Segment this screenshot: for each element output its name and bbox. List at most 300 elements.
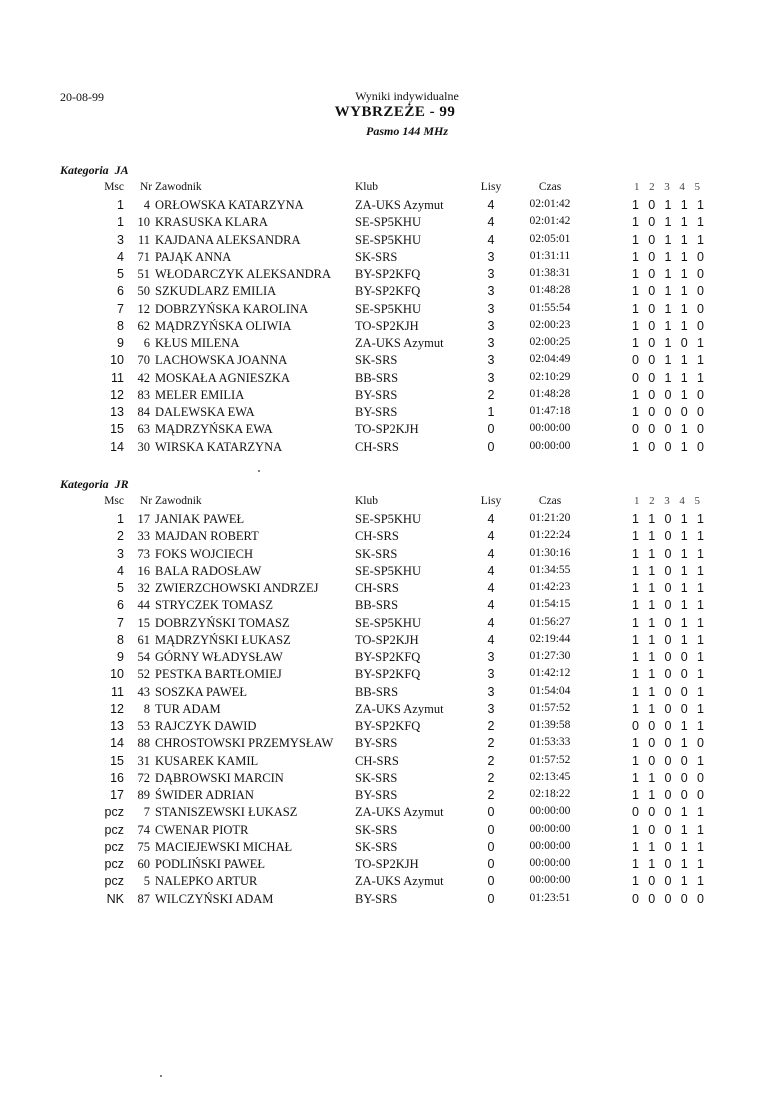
- fox-result-1: 1: [632, 546, 639, 561]
- fox-result-5: 1: [697, 857, 704, 871]
- header-fox-3: 3: [664, 495, 670, 507]
- fox-result-2: 0: [648, 822, 656, 837]
- time-cell: 02:00:25: [529, 336, 571, 348]
- foxes-count-cell: 3: [487, 353, 495, 368]
- fox-result-1: 1: [632, 632, 639, 647]
- fox-results-cell: [632, 874, 704, 888]
- club-cell: SK-SRS: [355, 249, 398, 264]
- place-cell: 6: [117, 598, 124, 613]
- document-date: 20-08-99: [60, 90, 104, 104]
- club-cell: BY-SP2KFQ: [355, 284, 421, 299]
- club-cell: SK-SRS: [355, 770, 398, 785]
- foxes-count-cell: 4: [487, 615, 495, 630]
- fox-result-1: 1: [632, 284, 639, 299]
- foxes-count-cell: 0: [487, 822, 495, 837]
- start-number-cell: 61: [137, 632, 150, 647]
- fox-result-2: 0: [648, 301, 656, 316]
- table-row: [0, 371, 774, 388]
- fox-result-4: 1: [680, 215, 688, 230]
- club-cell: SE-SP5KHU: [355, 301, 421, 316]
- fox-results-cell: [632, 547, 704, 561]
- time-cell: 02:05:01: [529, 232, 571, 245]
- place-cell: pcz: [104, 839, 124, 854]
- time-cell: 01:42:23: [529, 581, 571, 593]
- fox-result-1: 1: [632, 529, 639, 544]
- table-row: [0, 840, 774, 857]
- start-number-cell: 11: [137, 232, 150, 247]
- fox-result-2: 0: [648, 370, 656, 385]
- fox-result-3: 1: [664, 284, 672, 299]
- fox-result-5: 1: [697, 232, 704, 247]
- fox-result-4: 1: [680, 719, 688, 733]
- fox-result-4: 1: [680, 857, 688, 871]
- table-row: [0, 198, 774, 215]
- table-row: [0, 633, 774, 650]
- fox-result-5: 1: [697, 719, 704, 733]
- fox-result-1: 0: [632, 353, 639, 368]
- header-fox-5: 5: [694, 495, 700, 507]
- fox-result-5: 1: [697, 874, 704, 889]
- fox-results-cell: [632, 702, 704, 716]
- fox-result-1: 0: [632, 422, 639, 437]
- fox-result-4: 1: [680, 422, 688, 437]
- club-cell: BY-SP2KFQ: [355, 719, 421, 733]
- fox-result-1: 1: [632, 874, 639, 889]
- fox-result-3: 0: [664, 387, 672, 402]
- header-fox-4: 4: [679, 181, 685, 193]
- scan-speck: [258, 470, 260, 472]
- fox-result-4: 1: [680, 318, 688, 333]
- competitor-name-cell: MAJDAN ROBERT: [155, 529, 259, 544]
- fox-result-2: 0: [648, 874, 656, 889]
- fox-results-cell: [632, 892, 704, 906]
- table-row: [0, 719, 774, 736]
- place-cell: 5: [117, 267, 124, 281]
- fox-results-cell: [632, 422, 704, 436]
- category-heading: [60, 477, 129, 492]
- table-row: [0, 336, 774, 353]
- start-number-cell: 33: [137, 529, 150, 544]
- start-number-cell: 7: [143, 805, 150, 820]
- competitor-name-cell: DĄBROWSKI MARCIN: [155, 770, 284, 785]
- time-cell: 02:01:42: [529, 215, 571, 228]
- fox-result-4: 0: [680, 684, 688, 699]
- fox-result-1: 1: [632, 736, 639, 751]
- competitor-name-cell: PAJĄK ANNA: [155, 249, 232, 264]
- fox-result-2: 0: [648, 232, 656, 247]
- fox-result-1: 0: [632, 805, 639, 820]
- fox-result-4: 1: [680, 598, 688, 613]
- header-msc: Msc: [104, 181, 124, 193]
- start-number-cell: 31: [137, 753, 150, 768]
- competitor-name-cell: NALEPKO ARTUR: [155, 874, 258, 889]
- fox-result-3: 0: [664, 684, 672, 699]
- fox-result-3: 0: [664, 422, 672, 437]
- table-row: [0, 771, 774, 788]
- competitor-name-cell: KAJDANA ALEKSANDRA: [155, 232, 301, 247]
- subtitle: Wyniki indywidualne: [355, 89, 459, 103]
- fox-result-5: 0: [697, 284, 704, 299]
- header-club: Klub: [355, 181, 378, 193]
- fox-result-2: 0: [648, 336, 656, 350]
- fox-result-1: 1: [632, 788, 639, 802]
- fox-result-1: 1: [632, 267, 639, 281]
- foxes-count-cell: 3: [487, 284, 495, 299]
- table-row: [0, 736, 774, 753]
- fox-result-4: 1: [680, 232, 688, 247]
- start-number-cell: 75: [137, 839, 150, 854]
- table-row: [0, 892, 774, 909]
- fox-results-cell: [632, 284, 704, 298]
- fox-result-2: 0: [648, 249, 656, 264]
- club-cell: SE-SP5KHU: [355, 512, 421, 526]
- competitor-name-cell: MELER EMILIA: [155, 387, 245, 402]
- time-cell: 00:00:00: [529, 822, 571, 835]
- fox-result-4: 1: [680, 370, 688, 385]
- competitor-name-cell: KRASUSKA KLARA: [155, 215, 268, 230]
- fox-result-2: 1: [648, 581, 656, 595]
- fox-results-cell: [632, 685, 704, 699]
- fox-result-1: 1: [632, 684, 639, 699]
- fox-result-5: 0: [697, 405, 704, 419]
- fox-result-2: 1: [648, 546, 656, 561]
- club-cell: SK-SRS: [355, 353, 398, 368]
- foxes-count-cell: 3: [487, 301, 495, 316]
- fox-result-2: 1: [648, 615, 656, 630]
- fox-results-cell: [632, 267, 704, 281]
- fox-results-cell: [632, 336, 704, 350]
- start-number-cell: 73: [137, 546, 150, 561]
- fox-result-4: 0: [680, 650, 688, 664]
- table-row: [0, 422, 774, 439]
- start-number-cell: 44: [137, 598, 150, 613]
- competitor-name-cell: KUSAREK KAMIL: [155, 753, 259, 768]
- fox-results-cell: [632, 302, 704, 316]
- club-cell: TO-SP2KJH: [355, 318, 419, 333]
- competitor-name-cell: TUR ADAM: [155, 701, 221, 716]
- fox-result-3: 0: [664, 529, 672, 544]
- table-row: [0, 823, 774, 840]
- fox-results-cell: [632, 319, 704, 333]
- fox-result-5: 0: [697, 318, 704, 333]
- fox-result-1: 1: [632, 563, 639, 578]
- time-cell: 02:18:22: [529, 788, 571, 800]
- time-cell: 01:57:52: [529, 701, 571, 714]
- header-lisy: Lisy: [480, 495, 502, 507]
- club-cell: ZA-UKS Azymut: [355, 701, 444, 716]
- time-cell: 00:00:00: [529, 805, 571, 818]
- header-club: Klub: [355, 495, 378, 507]
- table-row: [0, 250, 774, 267]
- time-cell: 01:55:54: [529, 301, 571, 314]
- fox-result-3: 1: [664, 353, 672, 368]
- club-cell: TO-SP2KJH: [355, 857, 419, 871]
- fox-result-4: 0: [680, 753, 688, 768]
- time-cell: 01:54:04: [529, 684, 571, 697]
- fox-result-2: 0: [648, 318, 656, 333]
- fox-results-cell: [632, 198, 704, 212]
- fox-result-1: 1: [632, 770, 639, 785]
- fox-result-4: 1: [680, 301, 688, 316]
- fox-result-3: 0: [664, 615, 672, 630]
- club-cell: BY-SRS: [355, 891, 398, 906]
- start-number-cell: 88: [137, 736, 150, 751]
- table-row: [0, 581, 774, 598]
- fox-result-4: 1: [680, 632, 688, 647]
- time-cell: 01:38:31: [529, 267, 571, 279]
- fox-result-5: 1: [697, 198, 704, 212]
- competitor-name-cell: GÓRNY WŁADYSŁAW: [155, 650, 283, 664]
- time-cell: 01:30:16: [529, 546, 571, 559]
- competitor-name-cell: RAJCZYK DAWID: [155, 719, 257, 733]
- category-code: JA: [114, 163, 129, 177]
- fox-result-5: 0: [697, 387, 704, 402]
- header-lisy: Lisy: [480, 181, 502, 193]
- fox-result-2: 1: [648, 650, 656, 664]
- fox-result-3: 0: [664, 581, 672, 595]
- start-number-cell: 5: [143, 874, 150, 889]
- fox-result-2: 0: [648, 891, 656, 906]
- fox-result-1: 1: [632, 857, 639, 871]
- fox-results-cell: [632, 823, 704, 837]
- foxes-count-cell: 3: [487, 701, 495, 716]
- start-number-cell: 10: [137, 215, 150, 230]
- club-cell: ZA-UKS Azymut: [355, 336, 444, 350]
- header-fox-5: 5: [694, 181, 700, 193]
- place-cell: 10: [110, 667, 124, 682]
- competitor-name-cell: MĄDRZYŃSKA OLIWIA: [155, 318, 292, 333]
- club-cell: TO-SP2KJH: [355, 422, 419, 437]
- fox-results-cell: [632, 805, 704, 819]
- place-cell: pcz: [104, 822, 124, 837]
- fox-result-3: 0: [664, 736, 672, 751]
- fox-result-5: 1: [697, 822, 704, 837]
- fox-result-1: 1: [632, 598, 639, 613]
- time-cell: 02:19:44: [529, 632, 571, 645]
- club-cell: SE-SP5KHU: [355, 215, 421, 230]
- foxes-count-cell: 4: [487, 215, 495, 230]
- place-cell: 12: [110, 387, 124, 402]
- fox-result-1: 1: [632, 667, 639, 682]
- fox-result-3: 1: [664, 232, 672, 247]
- header-czas: Czas: [538, 181, 562, 193]
- fox-result-3: 0: [664, 546, 672, 561]
- start-number-cell: 6: [143, 336, 150, 350]
- fox-result-4: 1: [680, 284, 688, 299]
- time-cell: 01:42:12: [529, 667, 571, 680]
- table-row: [0, 874, 774, 891]
- fox-result-2: 0: [648, 353, 656, 368]
- place-cell: 9: [117, 650, 124, 664]
- competitor-name-cell: DALEWSKA EWA: [155, 405, 255, 419]
- fox-result-2: 1: [648, 667, 656, 682]
- fox-result-4: 1: [680, 874, 688, 889]
- place-cell: pcz: [104, 805, 124, 820]
- fox-result-2: 1: [648, 770, 656, 785]
- fox-result-1: 1: [632, 215, 639, 230]
- start-number-cell: 83: [137, 387, 150, 402]
- fox-result-5: 1: [697, 684, 704, 699]
- club-cell: BB-SRS: [355, 598, 399, 613]
- foxes-count-cell: 0: [487, 839, 495, 854]
- foxes-count-cell: 1: [487, 405, 495, 419]
- fox-results-cell: [632, 857, 704, 871]
- time-cell: 02:04:49: [529, 353, 571, 366]
- table-row: [0, 512, 774, 529]
- fox-result-4: 0: [680, 788, 688, 802]
- fox-results-cell: [632, 405, 704, 419]
- fox-result-5: 0: [697, 301, 704, 316]
- table-row: [0, 267, 774, 284]
- fox-result-1: 0: [632, 719, 639, 733]
- table-row: [0, 547, 774, 564]
- competitor-name-cell: ŚWIDER ADRIAN: [155, 788, 254, 802]
- competitor-name-cell: BALA RADOSŁAW: [155, 563, 262, 578]
- place-cell: 1: [117, 215, 124, 230]
- club-cell: SE-SP5KHU: [355, 232, 421, 247]
- place-cell: 8: [117, 632, 124, 647]
- competitor-name-cell: WIRSKA KATARZYNA: [155, 439, 283, 454]
- table-header: [0, 495, 774, 512]
- time-cell: 02:00:23: [529, 318, 571, 331]
- fox-result-2: 0: [648, 215, 656, 230]
- fox-result-1: 0: [632, 370, 639, 385]
- table-row: [0, 702, 774, 719]
- foxes-count-cell: 4: [487, 198, 495, 212]
- foxes-count-cell: 2: [487, 788, 495, 802]
- fox-result-3: 0: [664, 822, 672, 837]
- competitor-name-cell: MOSKAŁA AGNIESZKA: [155, 370, 291, 385]
- place-cell: 8: [117, 318, 124, 333]
- time-cell: 01:48:28: [529, 284, 571, 297]
- start-number-cell: 54: [137, 650, 150, 664]
- competitor-name-cell: MĄDRZYŃSKA EWA: [155, 422, 273, 437]
- fox-result-4: 1: [680, 198, 688, 212]
- competitor-name-cell: ORŁOWSKA KATARZYNA: [155, 198, 304, 212]
- time-cell: 01:22:24: [529, 529, 571, 542]
- competitor-name-cell: STANISZEWSKI ŁUKASZ: [155, 805, 298, 820]
- header-fox-2: 2: [649, 495, 655, 507]
- fox-result-4: 0: [680, 405, 688, 419]
- fox-result-3: 1: [664, 336, 672, 350]
- fox-result-1: 1: [632, 301, 639, 316]
- time-cell: 01:53:33: [529, 736, 571, 749]
- fox-results-cell: [632, 564, 704, 578]
- club-cell: ZA-UKS Azymut: [355, 198, 444, 212]
- fox-result-4: 0: [680, 701, 688, 716]
- club-cell: SK-SRS: [355, 822, 398, 837]
- fox-result-5: 1: [697, 336, 704, 350]
- fox-result-4: 0: [680, 667, 688, 682]
- place-cell: 7: [117, 615, 124, 630]
- fox-result-3: 0: [664, 512, 672, 526]
- fox-result-1: 1: [632, 581, 639, 595]
- table-row: [0, 788, 774, 805]
- fox-result-4: 1: [680, 512, 688, 526]
- fox-result-5: 1: [697, 512, 704, 526]
- header-czas: Czas: [538, 495, 562, 507]
- place-cell: 4: [117, 249, 124, 264]
- page-title: WYBRZEŻE - 99: [334, 104, 456, 120]
- fox-result-2: 1: [648, 684, 656, 699]
- foxes-count-cell: 3: [487, 336, 495, 350]
- foxes-count-cell: 0: [487, 439, 495, 454]
- start-number-cell: 4: [143, 198, 150, 212]
- time-cell: 01:21:20: [529, 512, 571, 524]
- foxes-count-cell: 3: [487, 267, 495, 281]
- foxes-count-cell: 3: [487, 370, 495, 385]
- competitor-name-cell: PESTKA BARTŁOMIEJ: [155, 667, 282, 682]
- fox-result-3: 0: [664, 667, 672, 682]
- start-number-cell: 72: [137, 770, 150, 785]
- fox-result-4: 1: [680, 736, 688, 751]
- foxes-count-cell: 0: [487, 805, 495, 820]
- table-row: [0, 388, 774, 405]
- header-fox-1: 1: [634, 181, 640, 193]
- header-fox-2: 2: [649, 181, 655, 193]
- competitor-name-cell: SZKUDLARZ EMILIA: [155, 284, 277, 299]
- table-header: [0, 181, 774, 198]
- fox-result-5: 0: [697, 439, 704, 454]
- table-row: [0, 284, 774, 301]
- category-heading: [60, 163, 129, 178]
- category-code: JR: [114, 477, 129, 491]
- fox-result-5: 1: [697, 370, 704, 385]
- place-cell: 13: [110, 405, 124, 419]
- fox-results-cell: [632, 771, 704, 785]
- fox-result-2: 0: [648, 439, 656, 454]
- fox-result-3: 0: [664, 839, 672, 854]
- foxes-count-cell: 0: [487, 874, 495, 889]
- club-cell: BY-SP2KFQ: [355, 650, 421, 664]
- time-cell: 00:00:00: [529, 857, 571, 869]
- fox-result-2: 1: [648, 512, 656, 526]
- fox-result-4: 1: [680, 563, 688, 578]
- fox-result-5: 1: [697, 805, 704, 820]
- fox-result-3: 1: [664, 370, 672, 385]
- competitor-name-cell: MĄDRZYŃSKI ŁUKASZ: [155, 632, 291, 647]
- fox-result-1: 1: [632, 512, 639, 526]
- time-cell: 00:00:00: [529, 422, 571, 435]
- competitor-name-cell: CWENAR PIOTR: [155, 822, 249, 837]
- start-number-cell: 51: [137, 267, 150, 281]
- time-cell: 01:39:58: [529, 719, 571, 731]
- fox-result-1: 1: [632, 439, 639, 454]
- fox-result-5: 1: [697, 581, 704, 595]
- fox-results-cell: [632, 719, 704, 733]
- club-cell: BB-SRS: [355, 370, 399, 385]
- fox-result-4: 0: [680, 891, 688, 906]
- header-fox-4: 4: [679, 495, 685, 507]
- time-cell: 01:48:28: [529, 387, 571, 400]
- foxes-count-cell: 2: [487, 770, 495, 785]
- fox-result-2: 0: [648, 267, 656, 281]
- start-number-cell: 74: [137, 822, 150, 837]
- place-cell: 6: [117, 284, 124, 299]
- fox-result-1: 1: [632, 232, 639, 247]
- club-cell: TO-SP2KJH: [355, 632, 419, 647]
- competitor-name-cell: STRYCZEK TOMASZ: [155, 598, 273, 613]
- start-number-cell: 70: [137, 353, 150, 368]
- fox-result-1: 1: [632, 839, 639, 854]
- place-cell: pcz: [104, 874, 124, 889]
- foxes-count-cell: 4: [487, 581, 495, 595]
- fox-result-2: 1: [648, 839, 656, 854]
- fox-result-3: 1: [664, 318, 672, 333]
- foxes-count-cell: 4: [487, 598, 495, 613]
- place-cell: 11: [111, 370, 124, 385]
- fox-result-4: 1: [680, 615, 688, 630]
